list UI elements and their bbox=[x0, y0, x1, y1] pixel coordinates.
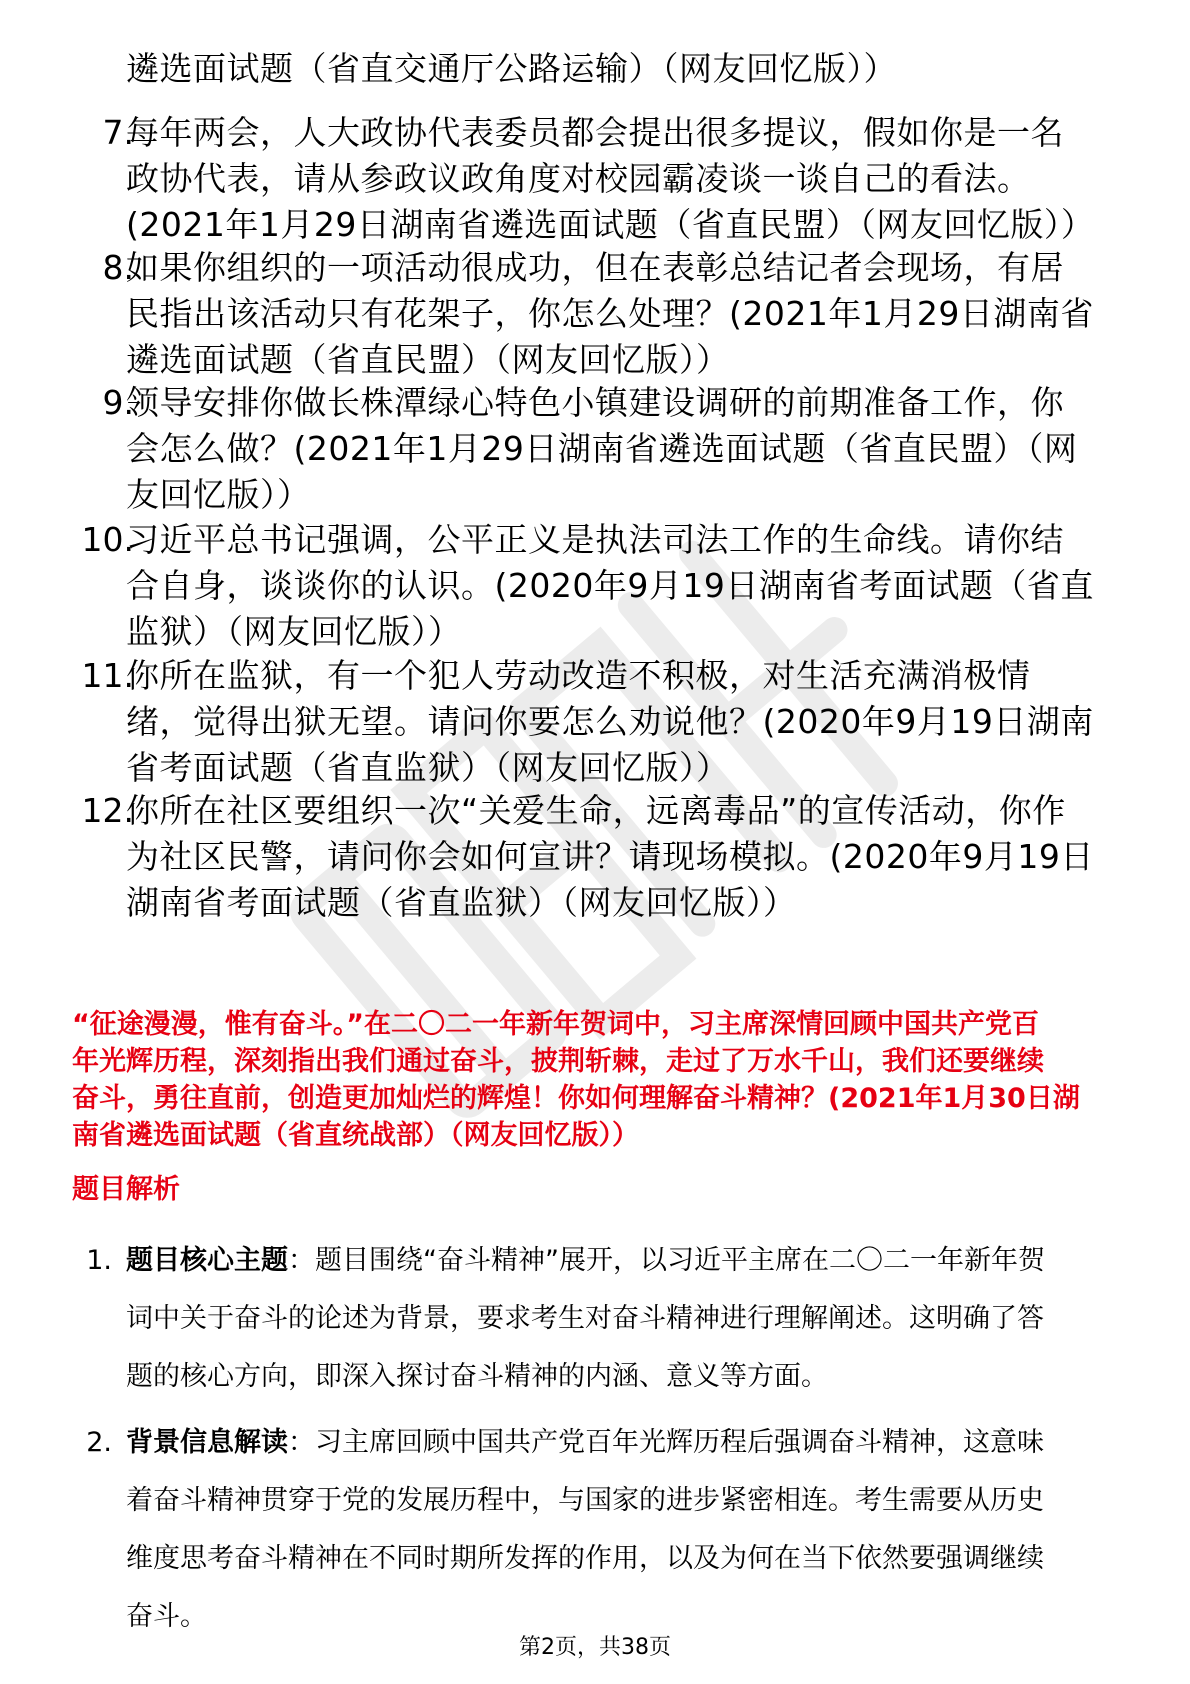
analysis-item-label: 题目核心主题 bbox=[126, 1245, 288, 1276]
question-line: 为社区民警，请问你会如何宣讲？请现场模拟。(2020年9月19日 bbox=[126, 837, 1094, 876]
analysis-item-first-line bbox=[126, 1232, 1126, 1290]
featured-question bbox=[72, 1006, 1132, 1154]
analysis-item-number: 2. bbox=[86, 1427, 112, 1458]
question-number: 10. bbox=[81, 520, 134, 559]
question-line: 合自身，谈谈你的认识。(2020年9月19日湖南省考面试题（省直 bbox=[126, 566, 1094, 605]
analysis-item-number: 1. bbox=[86, 1245, 112, 1276]
analysis-item-first-line-rest: ：题目围绕“奋斗精神”展开，以习近平主席在二〇二一年新年贺 bbox=[288, 1245, 1045, 1276]
question-text bbox=[126, 245, 1126, 383]
question-line: 政协代表，请从参政议政角度对校园霸凌谈一谈自己的看法。 bbox=[126, 159, 1031, 198]
question-text bbox=[126, 788, 1126, 926]
question-number: 8. bbox=[102, 248, 134, 287]
question-line: 每年两会，人大政协代表委员都会提出很多提议，假如你是一名 bbox=[126, 113, 1064, 152]
question-line: 你所在监狱，有一个犯人劳动改造不积极，对生活充满消极情 bbox=[126, 656, 1031, 695]
question-text bbox=[126, 46, 1126, 92]
analysis-item-text bbox=[126, 1232, 1126, 1406]
question-line: 遴选面试题（省直交通厅公路运输）（网友回忆版）） bbox=[126, 49, 897, 88]
question-number: 9. bbox=[102, 383, 134, 422]
question-line: 会怎么做？(2021年1月29日湖南省遴选面试题（省直民盟）（网 bbox=[126, 429, 1078, 468]
analysis-item-line: 词中关于奋斗的论述为背景，要求考生对奋斗精神进行理解阐述。这明确了答 bbox=[126, 1303, 1044, 1334]
featured-question-line: 奋斗，勇往直前，创造更加灿烂的辉煌！你如何理解奋斗精神？(2021年1月30日湖 bbox=[72, 1083, 1080, 1114]
question-line: 领导安排你做长株潭绿心特色小镇建设调研的前期准备工作，你 bbox=[126, 383, 1064, 422]
analysis-title: 题目解析 bbox=[72, 1174, 180, 1205]
analysis-item-label: 背景信息解读 bbox=[126, 1427, 288, 1458]
question-number: 11. bbox=[81, 656, 134, 695]
question-line: 绪，觉得出狱无望。请问你要怎么劝说他？(2020年9月19日湖南 bbox=[126, 702, 1094, 741]
featured-question-line: “征途漫漫，惟有奋斗。”在二〇二一年新年贺词中，习主席深情回顾中国共产党百 bbox=[72, 1009, 1039, 1040]
question-line: 民指出该活动只有花架子，你怎么处理？(2021年1月29日湖南省 bbox=[126, 294, 1094, 333]
question-line: 你所在社区要组织一次“关爱生命，远离毒品”的宣传活动，你作 bbox=[126, 791, 1066, 830]
question-text bbox=[126, 380, 1126, 518]
analysis-item-line: 着奋斗精神贯穿于党的发展历程中，与国家的进步紧密相连。考生需要从历史 bbox=[126, 1485, 1044, 1516]
question-line: 湖南省考面试题（省直监狱）（网友回忆版）） bbox=[126, 883, 797, 922]
question-number: 7. bbox=[102, 113, 134, 152]
featured-question-line: 南省遴选面试题（省直统战部）（网友回忆版）） bbox=[72, 1120, 639, 1151]
question-line: 监狱）（网友回忆版）） bbox=[126, 612, 462, 651]
analysis-item-first-line-rest: ：习主席回顾中国共产党百年光辉历程后强调奋斗精神，这意味 bbox=[288, 1427, 1044, 1458]
question-line: 遴选面试题（省直民盟）（网友回忆版）） bbox=[126, 340, 730, 379]
question-line: 如果你组织的一项活动很成功，但在表彰总结记者会现场，有居 bbox=[126, 248, 1064, 287]
question-number: 12. bbox=[81, 791, 134, 830]
question-line: 习近平总书记强调，公平正义是执法司法工作的生命线。请你结 bbox=[126, 520, 1064, 559]
featured-question-line: 年光辉历程，深刻指出我们通过奋斗，披荆斩棘，走过了万水千山，我们还要继续 bbox=[72, 1046, 1044, 1077]
question-text bbox=[126, 110, 1126, 248]
question-text bbox=[126, 653, 1126, 791]
analysis-item-text bbox=[126, 1414, 1126, 1646]
analysis-item-line: 奋斗。 bbox=[126, 1601, 207, 1632]
question-line: 友回忆版）） bbox=[126, 475, 311, 514]
analysis-item-line: 题的核心方向，即深入探讨奋斗精神的内涵、意义等方面。 bbox=[126, 1361, 828, 1392]
question-text bbox=[126, 517, 1126, 655]
page-number-footer: 第2页，共38页 bbox=[519, 1635, 671, 1660]
question-line: (2021年1月29日湖南省遴选面试题（省直民盟）（网友回忆版）） bbox=[126, 205, 1095, 244]
analysis-item-line: 维度思考奋斗精神在不同时期所发挥的作用，以及为何在当下依然要强调继续 bbox=[126, 1543, 1044, 1574]
analysis-item-first-line bbox=[126, 1414, 1126, 1472]
question-line: 省考面试题（省直监狱）（网友回忆版）） bbox=[126, 748, 730, 787]
